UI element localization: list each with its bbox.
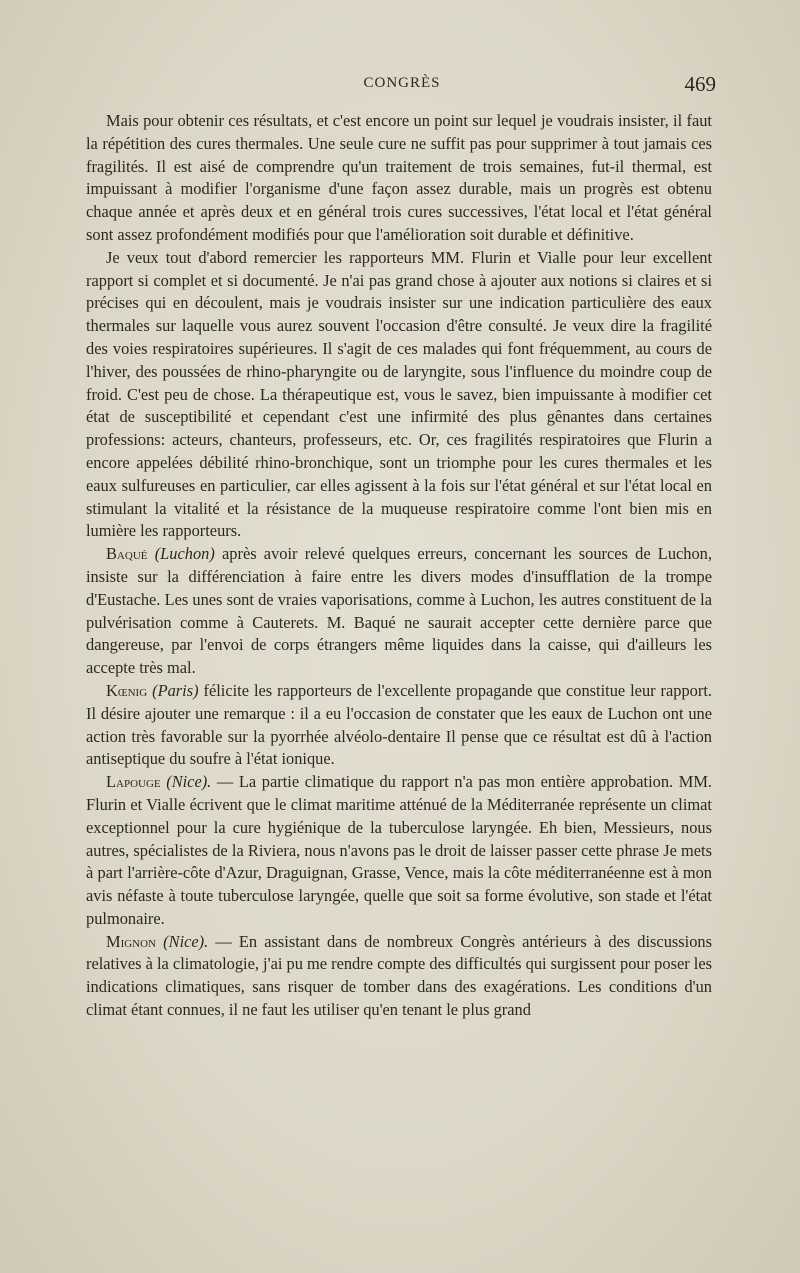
body-text [86,110,712,1022]
page-number: 469 [684,72,716,96]
paragraph-text: félicite les rapporteurs de l'excellente propagande que constitue leur rapport. Il désire ajouter une remarque : il a eu l'occasion de constater que les eaux de Luchon ont une action très favorable sur la pyorrhée alvéolo-dentaire Il pense que ce résultat est dû à l'action antiseptique du soufre à l'état ionique. [86,680,712,769]
paragraph [86,680,712,771]
speaker-name: Kœnig [106,680,148,700]
paragraph [86,771,712,931]
speaker-name: Mignon [106,931,157,951]
speaker-name: Lapouge [106,772,161,792]
paragraph [86,247,712,543]
paragraph-text: — La partie climatique du rapport n'a pas mon entière approbation. MM. Flurin et Vialle écrivent que le climat maritime atténué de la Méditerranée représente un climat exceptionnel pour la cure hygiénique de la tuberculose laryngée. Eh bien, Messieurs, nous autres, spécialistes de la Riviera, nous n'avons pas le droit de laisser passer cette phrase Je mets à part l'arrière-côte d'Azur, Draguignan, Grasse, Vence, mais la côte méditerranéenne est à mon avis néfaste à toute tuberculose laryngée, quelle que soit sa forme évolutive, son stade et l'état pulmonaire. [86,772,712,928]
paragraph [86,931,712,1022]
speaker-name: Baqué [106,544,148,564]
running-head [88,72,716,96]
paragraph-text: Mais pour obtenir ces résultats, et c'est encore un point sur lequel je voudrais insister, il faut la répétition des cures thermales. Une seule cure ne suffit pas pour supprimer à tout jamais ces fragilités. Il est aisé de comprendre qu'un traitement de trois semaines, fut-il thermal, est impuissant à modifier l'organisme d'une façon assez durable, mais un progrès est obtenu chaque année et après deux et en général trois cures successives, l'état local et l'état général sont assez profondément modifiés pour que l'amélioration soit durable et définitive. [86,111,712,244]
speaker-place: (Paris) [152,680,199,700]
paragraph-text: — En assistant dans de nombreux Congrès antérieurs à des discussions relatives à la climatologie, j'ai pu me rendre compte des difficultés qui surgissent pour poser les indications climatiques, sans risquer de tomber dans des exagérations. Les conditions d'un climat étant connues, il ne faut les utiliser qu'en tenant le plus grand [86,931,712,1020]
speaker-place: (Nice). [163,931,209,951]
paragraph [86,543,712,680]
speaker-place: (Luchon) [154,544,215,564]
paragraph [86,110,712,247]
paragraph-text: après avoir relevé quelques erreurs, concernant les sources de Luchon, insiste sur la différenciation à faire entre les divers modes d'insufflation de la trompe d'Eustache. Les unes sont de vraies vaporisations, comme à Luchon, les autres constituent de la pulvérisation comme à Cauterets. M. Baqué ne saurait accepter cette dernière parce que dangereuse, par l'envoi de corps étrangers même liquides dans la caisse, qui d'ailleurs les accepte très mal. [86,544,712,678]
paragraph-text: Je veux tout d'abord remercier les rapporteurs MM. Flurin et Vialle pour leur excellent rapport si complet et si documenté. Je n'ai pas grand chose à ajouter aux notions si claires et si précises qui en découlent, mais je voudrais insister sur une indication particulière des eaux thermales sur laquelle vous aurez souvent l'occasion d'être consulté. Je veux dire la fragilité des voies respiratoires supérieures. Il s'agit de ces malades qui font fréquemment, au cours de l'hiver, des poussées de rhino-pharyngite ou de laryngite, sous l'influence du moindre coup de froid. C'est peu de chose. La thérapeutique est, vous le savez, bien impuissante à modifier cet état de susceptibilité et cependant c'est une infirmité des plus gênantes dans certaines professions: acteurs, chanteurs, professeurs, etc. Or, ces fragilités respiratoires que Flurin a encore appelées débilité rhino-bronchique, sont un triomphe pour les cures thermales et les eaux sulfureuses en particulier, car elles agissent à la fois sur l'état général et sur l'état local en stimulant la vitalité et la résistance de la muqueuse respiratoire comme l'ont bien mis en lumière les rapporteurs. [86,247,712,541]
speaker-place: (Nice). [166,772,212,792]
running-title: CONGRÈS [363,75,441,91]
